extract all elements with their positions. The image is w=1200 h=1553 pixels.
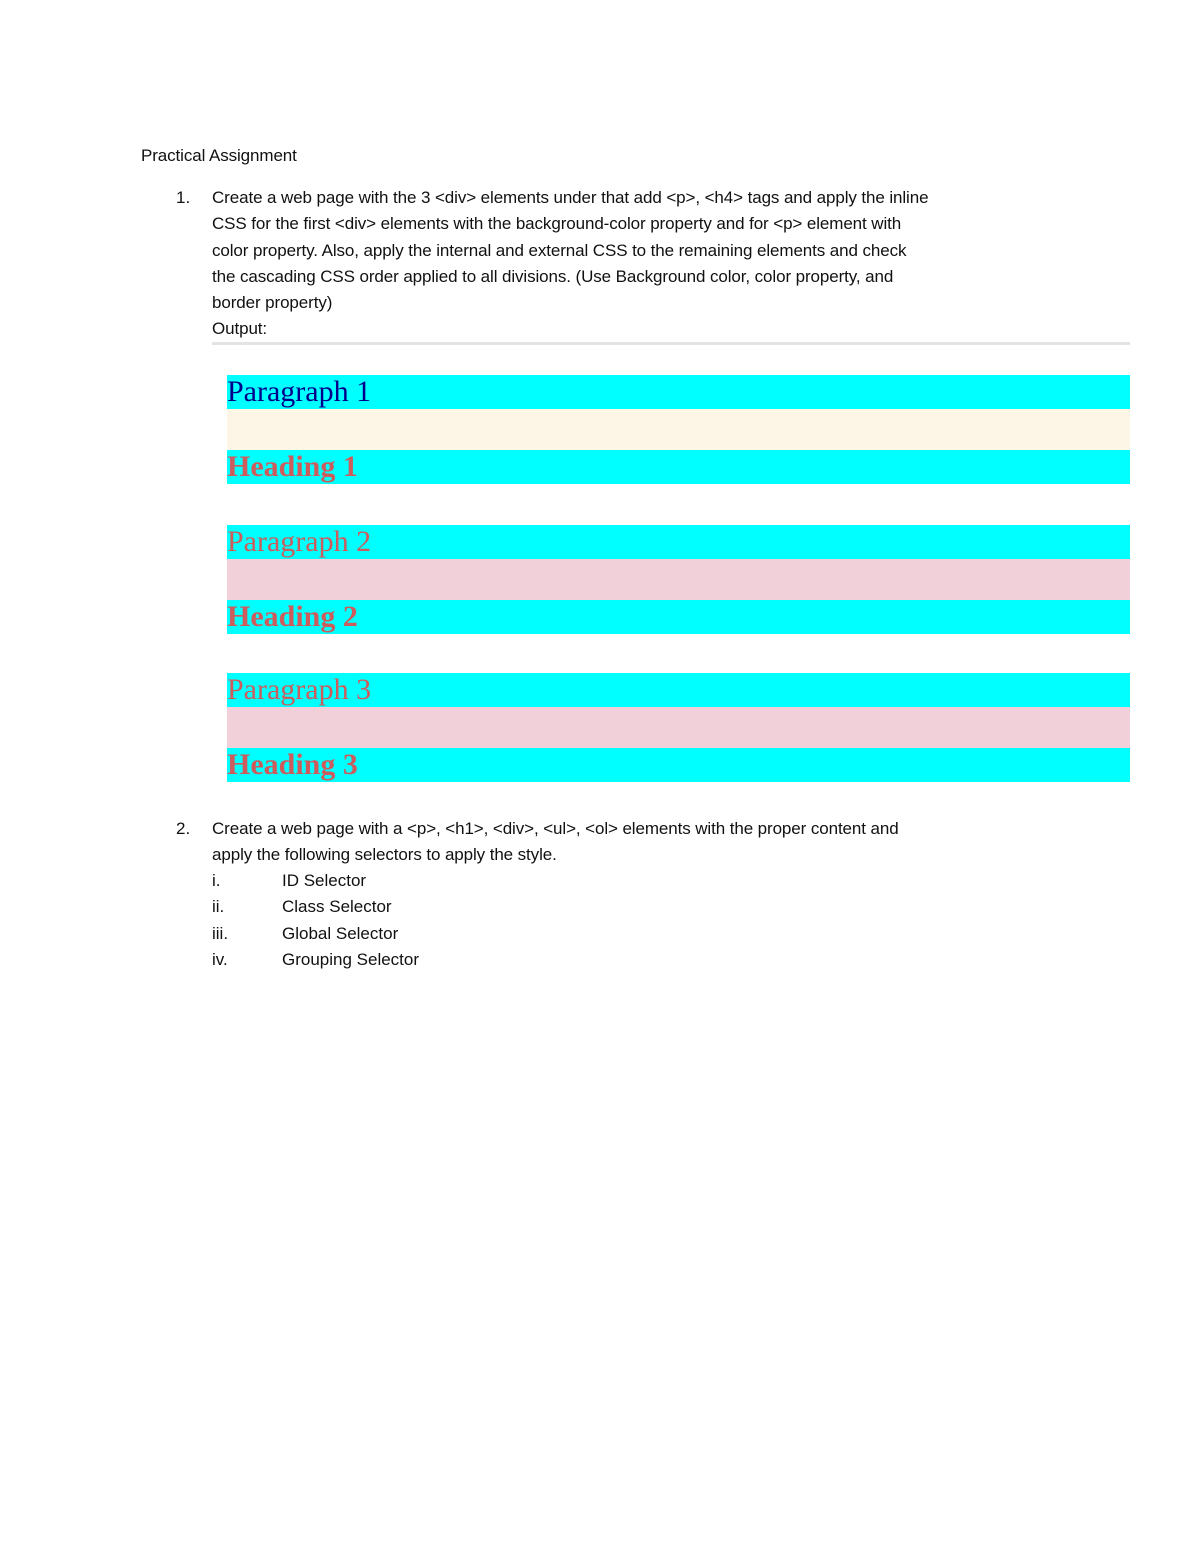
demo-heading-3: Heading 3 xyxy=(227,748,1130,782)
question-2-line: apply the following selectors to apply the style. xyxy=(212,845,557,865)
demo-gap-2 xyxy=(227,559,1130,600)
demo-paragraph-1: Paragraph 1 xyxy=(227,375,1130,409)
list-marker: ii. xyxy=(212,897,225,917)
question-1-number: 1. xyxy=(176,188,191,207)
demo-div-2 xyxy=(227,525,1130,634)
question-1-line: border property) xyxy=(212,293,333,313)
question-1-line: color property. Also, apply the internal and external CSS to the remaining elements and check xyxy=(212,240,907,260)
list-label: Class Selector xyxy=(282,897,392,917)
question-2-text xyxy=(212,816,899,869)
question-2-number: 2. xyxy=(176,819,191,838)
demo-heading-1: Heading 1 xyxy=(227,450,1130,484)
demo-heading-2: Heading 2 xyxy=(227,600,1130,634)
list-label: Global Selector xyxy=(282,923,399,943)
document-title: Practical Assignment xyxy=(141,146,297,165)
demo-paragraph-2: Paragraph 2 xyxy=(227,525,1130,559)
output-divider xyxy=(212,342,1130,345)
list-label: Grouping Selector xyxy=(282,949,420,969)
list-label: ID Selector xyxy=(282,871,367,890)
demo-div-1 xyxy=(227,375,1130,484)
demo-div-3 xyxy=(227,673,1130,782)
question-1-line: Create a web page with the 3 <div> elements under that add <p>, <h4> tags and apply the inline xyxy=(212,188,929,207)
question-1-line: the cascading CSS order applied to all divisions. (Use Background color, color property, and xyxy=(212,266,894,286)
question-1-text xyxy=(212,185,928,343)
list-marker: iv. xyxy=(212,949,228,969)
list-marker: iii. xyxy=(212,923,229,943)
list-marker: i. xyxy=(212,871,221,890)
demo-paragraph-3: Paragraph 3 xyxy=(227,673,1130,707)
question-1-line: CSS for the first <div> elements with the background-color property and for <p> element with xyxy=(212,214,902,234)
question-2-line: Create a web page with a <p>, <h1>, <div>, <ul>, <ol> elements with the proper content and xyxy=(212,819,899,838)
demo-gap-3 xyxy=(227,707,1130,748)
output-label: Output: xyxy=(212,319,268,339)
demo-gap-1 xyxy=(227,409,1130,450)
